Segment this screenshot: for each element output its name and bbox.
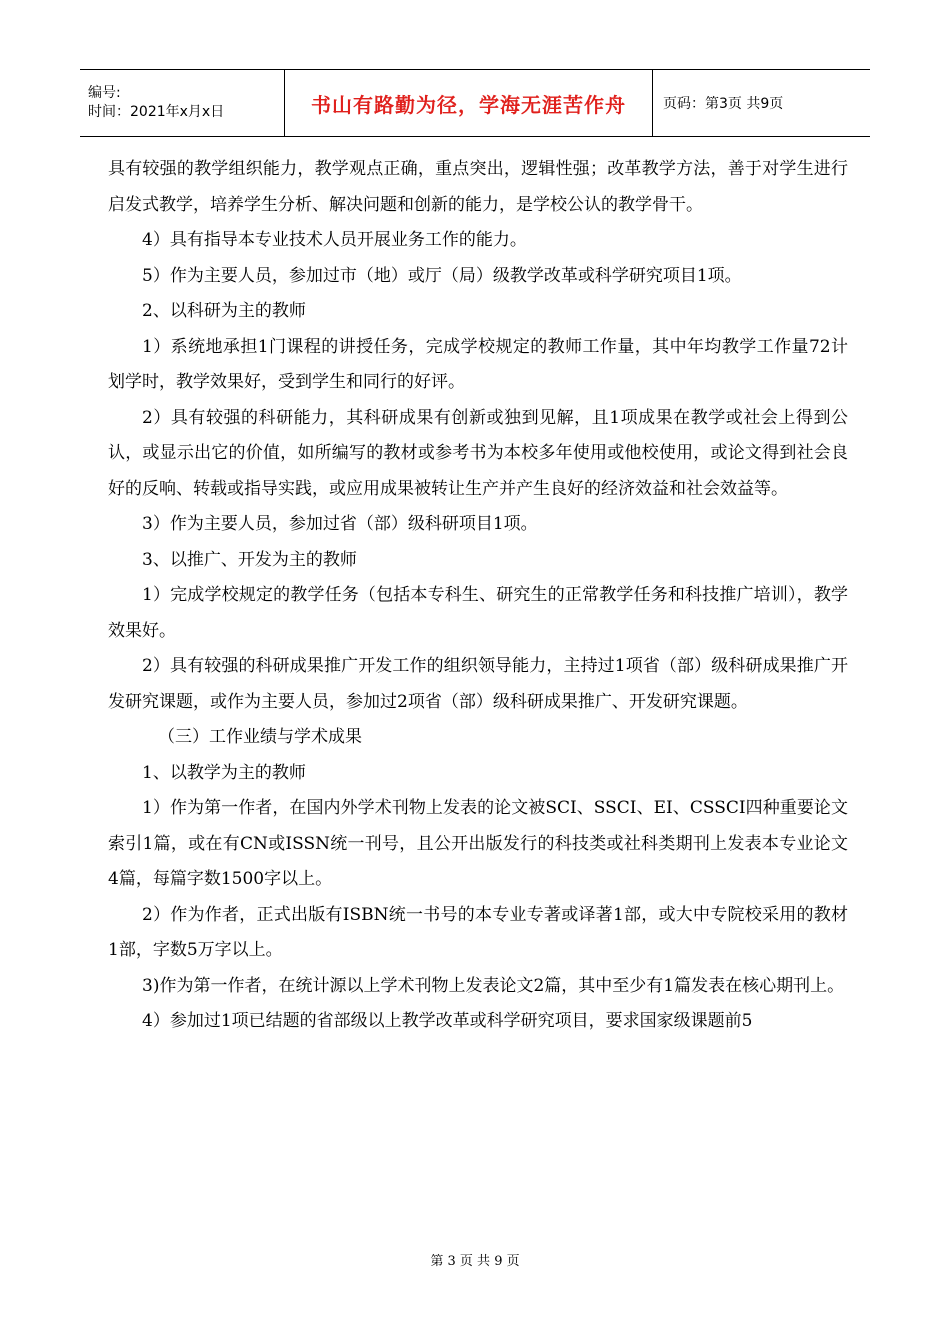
paragraph: 5）作为主要人员，参加过市（地）或厅（局）级教学改革或科学研究项目1项。 [142, 265, 742, 286]
paragraph: 具有较强的教学组织能力，教学观点正确，重点突出，逻辑性强；改革教学方法，善于对学生进行启发式教学，培养学生分析、解决问题和创新的能力，是学校公认的教学骨干。 [108, 159, 848, 215]
page-code: 页码：第3页 共9页 [663, 96, 784, 112]
header-meta-cell [80, 70, 285, 136]
paragraph: 1）系统地承担1门课程的讲授任务，完成学校规定的教师工作量，其中年均教学工作量72计划学时，教学效果好，受到学生和同行的好评。 [108, 336, 848, 392]
paragraph: 4）参加过1项已结题的省部级以上教学改革或科学研究项目，要求国家级课题前5 [142, 1011, 753, 1031]
paragraph: 2）具有较强的科研成果推广开发工作的组织领导能力，主持过1项省（部）级科研成果推广开发研究课题，或作为主要人员，参加过2项省（部）级科研成果推广、开发研究课题。 [108, 656, 848, 712]
header-motto-cell [285, 70, 653, 136]
motto-text: 书山有路勤为径，学海无涯苦作舟 [311, 92, 626, 117]
document-header [80, 69, 870, 137]
page-footer: 第 3 页 共 9 页 [430, 1254, 520, 1269]
chapter-heading: （三）工作业绩与学术成果 [158, 727, 362, 747]
paragraph: 2）作为作者，正式出版有ISBN统一书号的本专业专著或译著1部，或大中专院校采用的教材1部，字数5万字以上。 [108, 904, 848, 960]
section-heading: 1、以教学为主的教师 [142, 762, 306, 783]
paragraph: 4）具有指导本专业技术人员开展业务工作的能力。 [142, 230, 527, 250]
time-label: 时间：2021年x月x日 [88, 104, 225, 120]
section-heading: 3、以推广、开发为主的教师 [142, 549, 357, 570]
paragraph: 1）完成学校规定的教学任务（包括本专科生、研究生的正常教学任务和科技推广培训），教学效果好。 [108, 585, 848, 641]
section-heading: 2、以科研为主的教师 [142, 301, 306, 321]
header-page-cell [653, 70, 870, 136]
number-label: 编号: [88, 85, 121, 101]
paragraph: 2）具有较强的科研能力，其科研成果有创新或独到见解，且1项成果在教学或社会上得到公认，或显示出它的价值，如所编写的教材或参考书为本校多年使用或他校使用，或论文得到社会良好的反响、转载或指导实践，或应用成果被转让生产并产生良好的经济效益和社会效益等。 [108, 407, 848, 499]
paragraph: 3)作为第一作者，在统计源以上学术刊物上发表论文2篇，其中至少有1篇发表在核心期刊上。 [142, 975, 845, 996]
document-body [108, 152, 848, 1040]
paragraph: 3）作为主要人员，参加过省（部）级科研项目1项。 [142, 514, 538, 534]
paragraph: 1）作为第一作者，在国内外学术刊物上发表的论文被SCI、SSCI、EI、CSSCI四种重要论文索引1篇，或在有CN或ISSN统一刊号，且公开出版发行的科技类或社科类期刊上发表本专业论文4篇，每篇字数1500字以上。 [108, 798, 848, 889]
